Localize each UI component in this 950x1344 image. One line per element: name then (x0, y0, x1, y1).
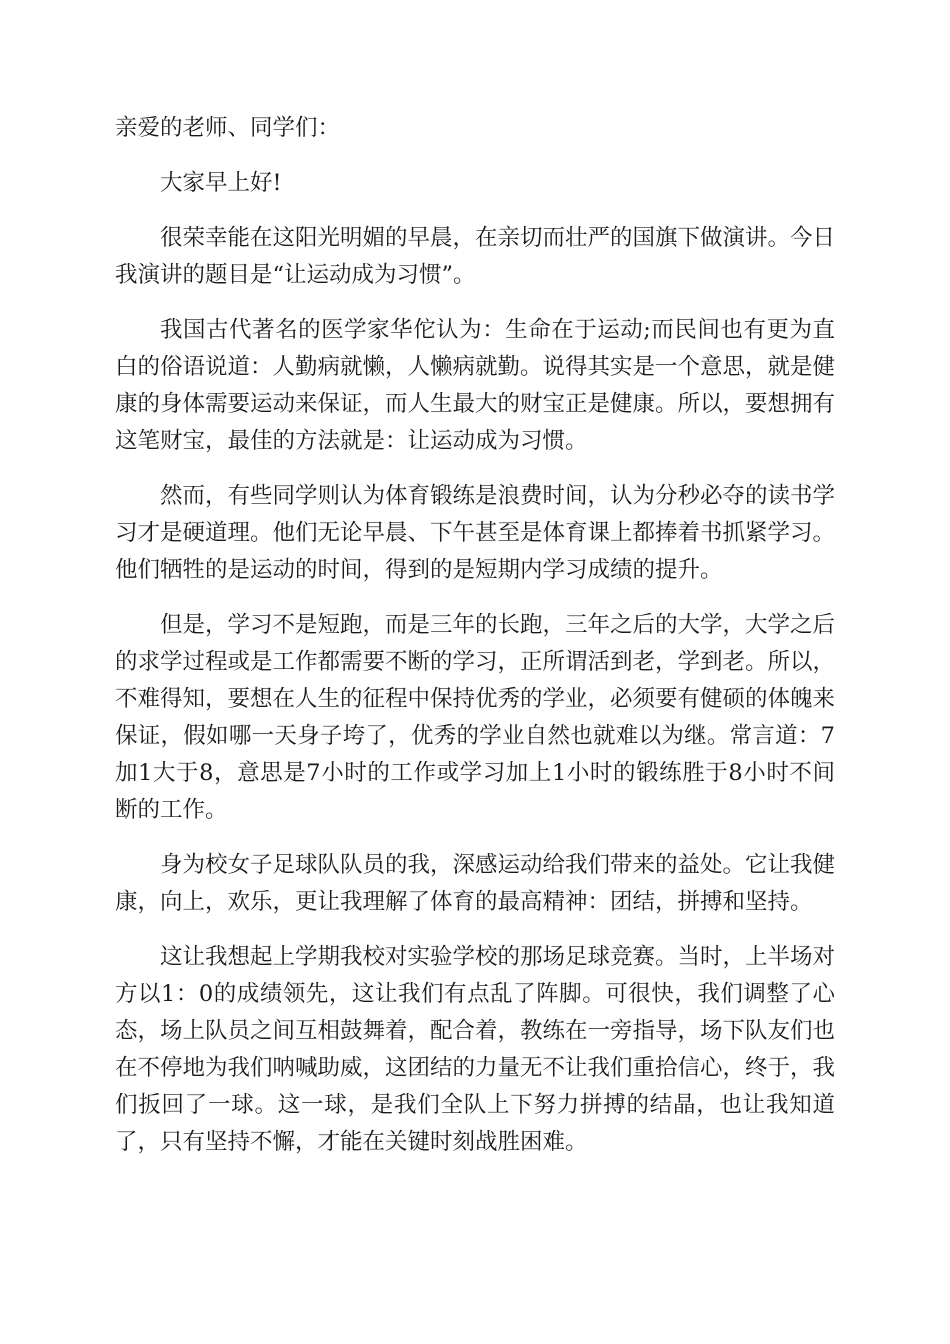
paragraph-huatuo: 我国古代著名的医学家华佗认为：生命在于运动;而民间也有更为直白的俗语说道：人勤病就懒，人懒病就勤。说得其实是一个意思，就是健康的身体需要运动来保证，而人生最大的财宝正是健康。所以，要想拥有这笔财宝，最佳的方法就是：让运动成为习惯。 (115, 317, 836, 454)
paragraph-greeting: 大家早上好! (160, 170, 282, 196)
paragraph-match-story: 这让我想起上学期我校对实验学校的那场足球竞赛。当时，上半场对方以1：0的成绩领先，这让我们有点乱了阵脚。可很快，我们调整了心态，场上队员之间互相鼓舞着，配合着，教练在一旁指导，场下队友们也在不停地为我们呐喊助威，这团结的力量无不让我们重拾信心，终于，我们扳回了一球。这一球，是我们全队上下努力拼搏的结晶，也让我知道了，只有坚持不懈，才能在关键时刻战胜困难。 (115, 944, 836, 1155)
paragraph-intro: 很荣幸能在这阳光明媚的早晨，在亲切而壮严的国旗下做演讲。今日我演讲的题目是“让运动成为习惯”。 (115, 225, 836, 288)
paragraph-counterview: 然而，有些同学则认为体育锻练是浪费时间，认为分秒必夺的读书学习才是硬道理。他们无论早晨、下午甚至是体育课上都捧着书抓紧学习。他们牺牲的是运动的时间，得到的是短期内学习成绩的提升。 (115, 483, 836, 583)
document-body (115, 110, 835, 1179)
paragraph-football-team: 身为校女子足球队队员的我，深感运动给我们带来的益处。它让我健康，向上，欢乐，更让我理解了体育的最高精神：团结，拼搏和坚持。 (115, 852, 836, 915)
salutation: 亲爱的老师、同学们： (115, 115, 341, 141)
paragraph-long-run: 但是，学习不是短跑，而是三年的长跑，三年之后的大学，大学之后的求学过程或是工作都需要不断的学习，正所谓活到老，学到老。所以，不难得知，要想在人生的征程中保持优秀的学业，必须要有健硕的体魄来保证，假如哪一天身子垮了，优秀的学业自然也就难以为继。常言道：7加1大于8，意思是7小时的工作或学习加上1小时的锻练胜于8小时不间断的工作。 (115, 612, 836, 823)
